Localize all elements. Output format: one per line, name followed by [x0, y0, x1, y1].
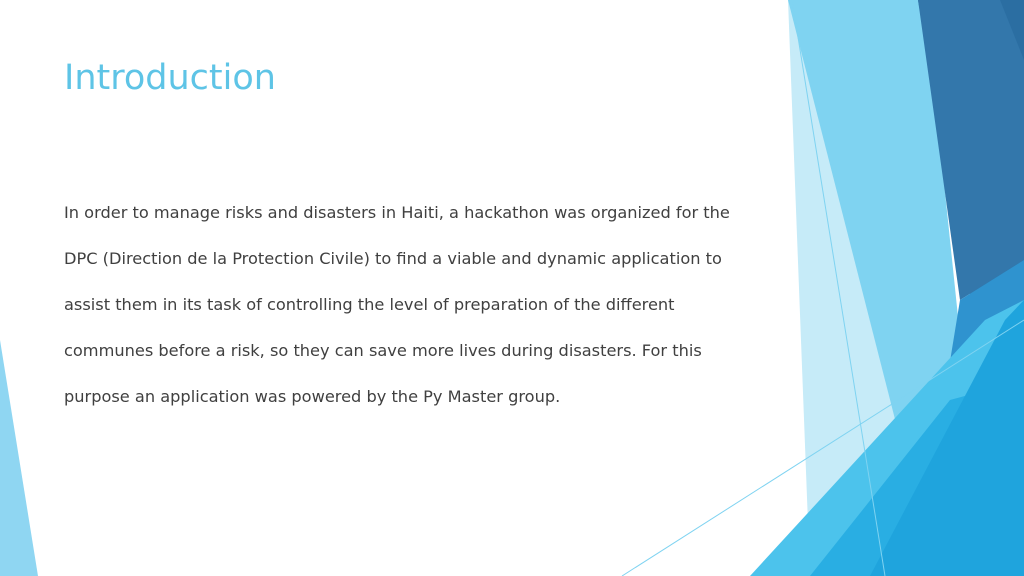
- body-text-line: In order to manage risks and disasters in Haiti, a hackathon was organized for the: [64, 203, 730, 222]
- body-text-line: communes before a risk, so they can save more lives during disasters. For this: [64, 341, 702, 360]
- left-edge-facet: [0, 340, 38, 576]
- slide-title: Introduction: [64, 58, 276, 98]
- body-text-line: DPC (Direction de la Protection Civile) to find a viable and dynamic application to: [64, 249, 722, 268]
- body-text-line: purpose an application was powered by the Py Master group.: [64, 387, 561, 406]
- body-text-line: assist them in its task of controlling the level of preparation of the different: [64, 295, 675, 314]
- slide-body-text: [64, 199, 784, 429]
